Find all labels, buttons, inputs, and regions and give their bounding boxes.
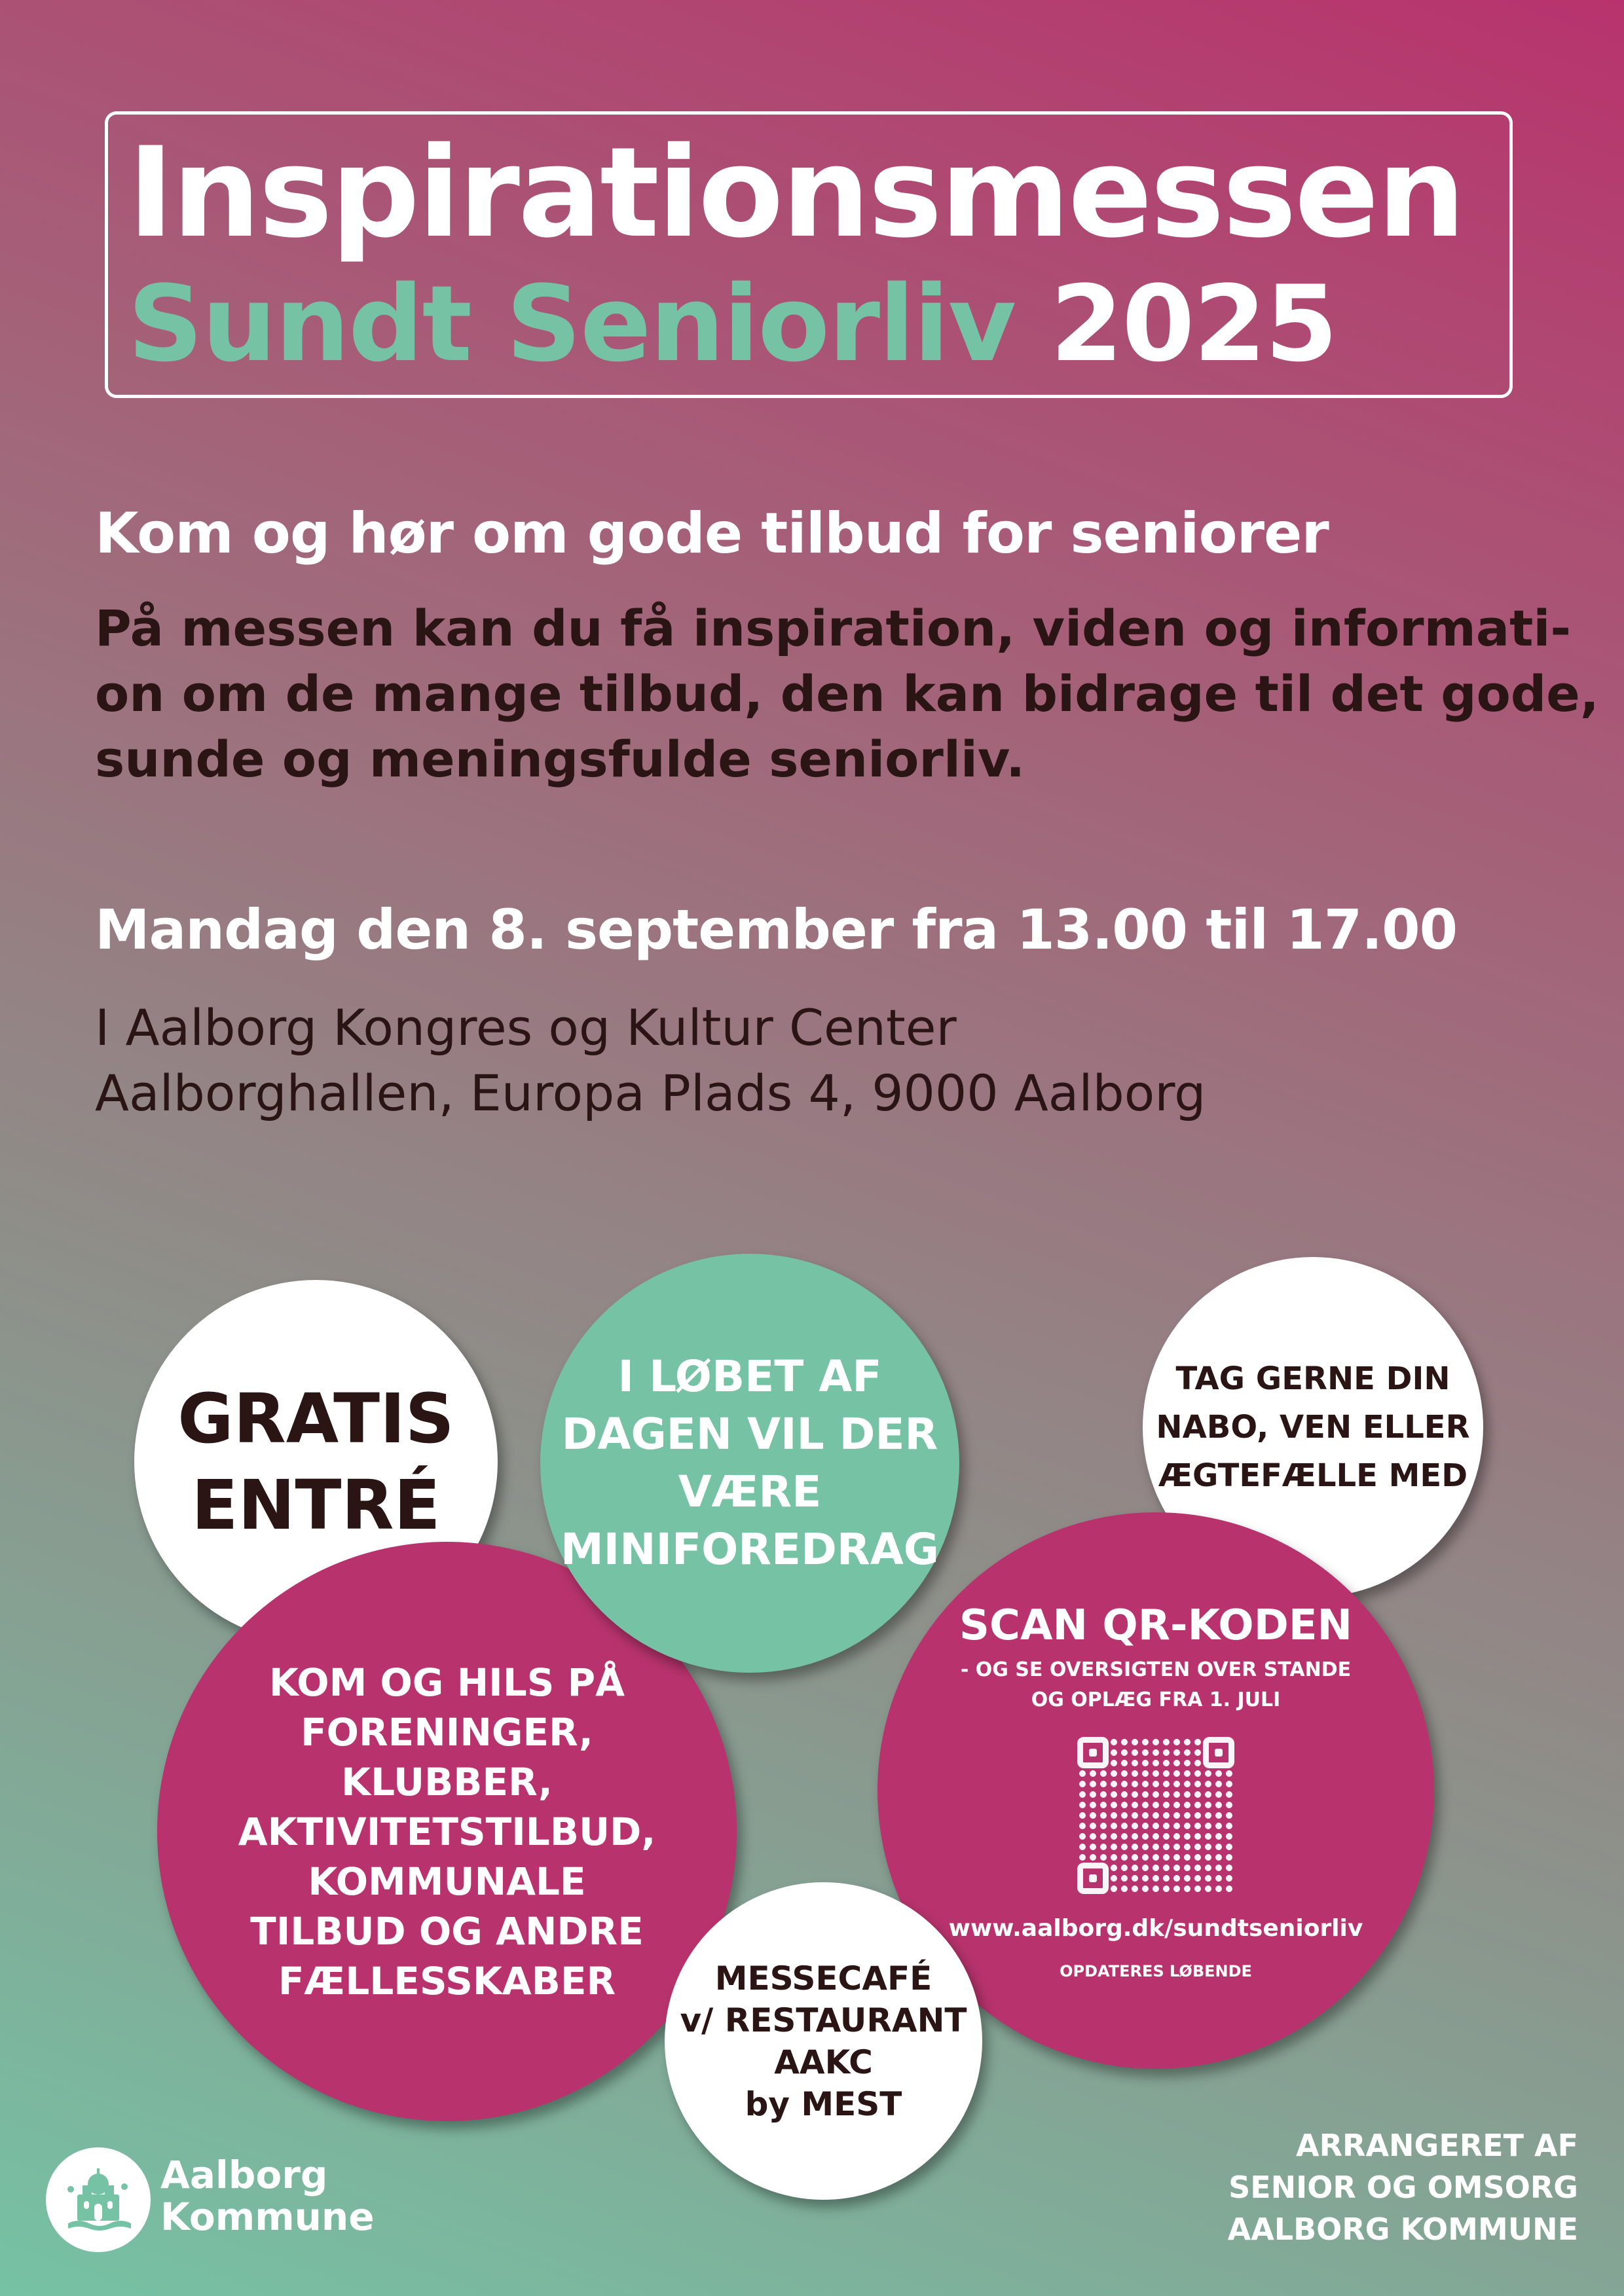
qr-code-icon[interactable] bbox=[1077, 1737, 1234, 1894]
qr-finder bbox=[1203, 1737, 1234, 1768]
circle-text: GRATIS bbox=[177, 1378, 454, 1459]
circle-text: TAG GERNE DIN bbox=[1175, 1360, 1450, 1397]
circle-text: v/ RESTAURANT bbox=[680, 2001, 967, 2039]
qr-finder bbox=[1077, 1737, 1109, 1768]
venue-line: I Aalborg Kongres og Kultur Center bbox=[95, 998, 957, 1057]
credit-line: SENIOR OG OMSORG bbox=[1228, 2170, 1578, 2205]
circle-text: VÆRE bbox=[678, 1467, 822, 1517]
qr-finder bbox=[1077, 1863, 1109, 1894]
circle-cafe bbox=[665, 1882, 982, 2200]
event-date: Mandag den 8. september fra 13.00 til 17.00 bbox=[95, 898, 1458, 962]
aalborg-logo-text bbox=[160, 2154, 375, 2238]
circle-text: TILBUD OG ANDRE bbox=[250, 1908, 644, 1954]
qr-updated-note: OPDATERES LØBENDE bbox=[1060, 1962, 1252, 1980]
circle-text: AKTIVITETSTILBUD, bbox=[238, 1809, 656, 1854]
qr-subtitle: OG OPLÆG FRA 1. JULI bbox=[1031, 1688, 1281, 1711]
circle-text: KOMMUNALE bbox=[308, 1859, 586, 1904]
circle-text: FORENINGER, bbox=[301, 1709, 593, 1755]
event-title: Inspirationsmessen bbox=[128, 120, 1464, 265]
circle-text: DAGEN VIL DER bbox=[561, 1409, 938, 1459]
intro-body bbox=[95, 596, 1599, 792]
subtitle-year: 2025 bbox=[1050, 263, 1337, 385]
circle-text: KOM OG HILS PÅ bbox=[268, 1660, 625, 1705]
credit-line: AALBORG KOMMUNE bbox=[1227, 2212, 1578, 2247]
circle-text: I LØBET AF bbox=[618, 1351, 882, 1402]
credit-line: ARRANGERET AF bbox=[1296, 2128, 1578, 2163]
circle-text: FÆLLESSKABER bbox=[278, 1958, 616, 2003]
body-line: on om de mange tilbud, den kan bidrage til det gode, bbox=[95, 665, 1599, 723]
circle-mini-lectures bbox=[540, 1254, 959, 1673]
event-venue bbox=[95, 995, 1206, 1126]
circle-text: ENTRÉ bbox=[191, 1465, 441, 1545]
intro-heading: Kom og hør om gode tilbud for seniorer bbox=[95, 501, 1329, 566]
circle-text: NABO, VEN ELLER bbox=[1156, 1409, 1470, 1446]
organizer-credit bbox=[1228, 2124, 1578, 2250]
circle-text: MINIFOREDRAG bbox=[561, 1524, 939, 1575]
circle-text: KLUBBER, bbox=[341, 1759, 553, 1804]
circle-text: ÆGTEFÆLLE MED bbox=[1158, 1457, 1468, 1494]
circle-text: by MEST bbox=[745, 2085, 902, 2123]
qr-url-link[interactable]: www.aalborg.dk/sundtseniorliv bbox=[948, 1915, 1363, 1942]
venue-line: Aalborghallen, Europa Plads 4, 9000 Aalborg bbox=[95, 1064, 1206, 1122]
logo-line: Aalborg bbox=[160, 2153, 328, 2197]
circle-text: MESSECAFÉ bbox=[714, 1959, 932, 1997]
aalborg-coat-of-arms-icon bbox=[46, 2147, 151, 2252]
event-subtitle bbox=[128, 259, 1337, 390]
body-line: sunde og meningsfulde seniorliv. bbox=[95, 730, 1025, 788]
qr-subtitle: - OG SE OVERSIGTEN OVER STANDE bbox=[960, 1658, 1352, 1681]
body-line: På messen kan du få inspiration, viden og informati- bbox=[95, 599, 1572, 657]
logo-line: Kommune bbox=[160, 2195, 375, 2239]
subtitle-green: Sundt Seniorliv bbox=[128, 263, 1016, 385]
qr-title: SCAN QR-KODEN bbox=[959, 1601, 1353, 1650]
circle-text: AAKC bbox=[774, 2043, 873, 2081]
